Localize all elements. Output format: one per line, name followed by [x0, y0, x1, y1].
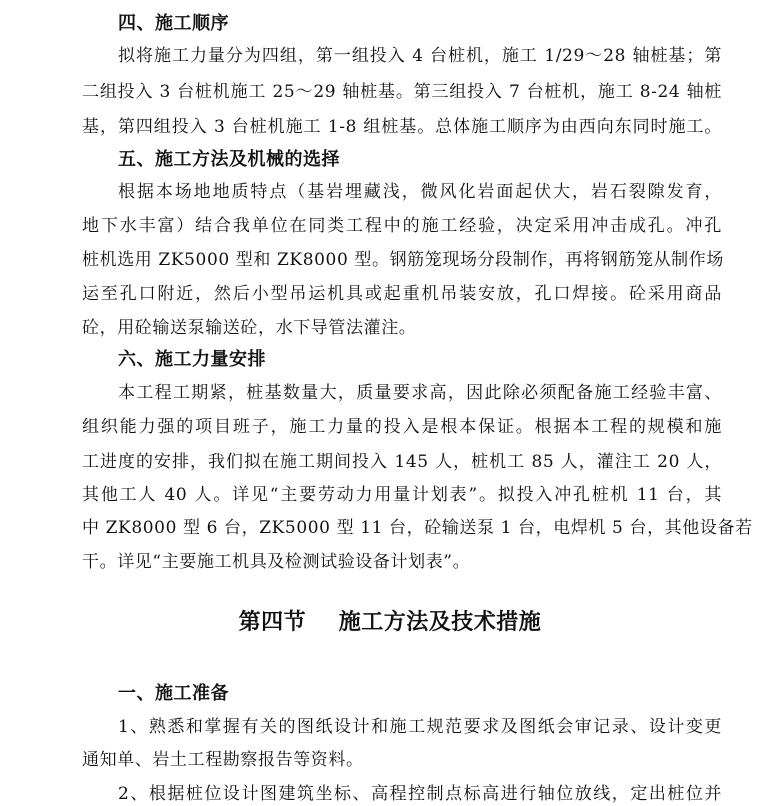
section-heading-workforce: 六、施工力量安排 [118, 349, 266, 370]
paragraph-line: 地下水丰富）结合我单位在同类工程中的施工经验，决定采用冲击成孔。冲孔 [82, 216, 722, 236]
paragraph-line: 中 ZK8000 型 6 台，ZK5000 型 11 台，砼输送泵 1 台，电焊机 5 台，其他设备若 [82, 518, 753, 538]
paragraph-line: 组织能力强的项目班子，施工力量的投入是根本保证。根据本工程的规模和施 [82, 417, 722, 437]
paragraph-line: 砼，用砼输送泵输送砼，水下导管法灌注。 [82, 318, 417, 338]
chapter-title: 第四节 施工方法及技术措施 [238, 610, 542, 635]
paragraph-line: 2、根据桩位设计图建筑坐标、高程控制点标高进行轴位放线，定出桩位并 [118, 784, 722, 804]
paragraph-line: 工进度的安排，我们拟在施工期间投入 145 人，桩机工 85 人，灌注工 20 人， [82, 452, 722, 472]
paragraph-line: 二组投入 3 台桩机施工 25～29 轴桩基。第三组投入 7 台桩机，施工 8-24 轴桩 [82, 82, 722, 102]
paragraph-line: 其他工人 40 人。详见“主要劳动力用量计划表”。拟投入冲孔桩机 11 台，其 [82, 485, 722, 505]
paragraph-line: 通知单、岩土工程勘察报告等资料。 [82, 750, 364, 770]
paragraph-line: 基，第四组投入 3 台桩机施工 1-8 组桩基。总体施工顺序为由西向东同时施工。 [82, 117, 722, 137]
paragraph-line: 根据本场地地质特点（基岩埋藏浅，微风化岩面起伏大，岩石裂隙发育， [118, 182, 722, 202]
paragraph-line: 运至孔口附近，然后小型吊运机具或起重机吊装安放，孔口焊接。砼采用商品 [82, 284, 722, 304]
paragraph-line: 1、熟悉和掌握有关的图纸设计和施工规范要求及图纸会审记录、设计变更 [118, 717, 722, 737]
section-heading-method: 五、施工方法及机械的选择 [118, 149, 340, 170]
paragraph-line: 桩机选用 ZK5000 型和 ZK8000 型。钢筋笼现场分段制作，再将钢筋笼从制作场 [82, 250, 724, 270]
section-heading-preparation: 一、施工准备 [118, 683, 229, 704]
paragraph-line: 本工程工期紧，桩基数量大，质量要求高，因此除必须配备施工经验丰富、 [118, 383, 722, 403]
paragraph-line: 干。详见“主要施工机具及检测试验设备计划表”。 [82, 552, 471, 572]
paragraph-line: 拟将施工力量分为四组，第一组投入 4 台桩机，施工 1/29～28 轴桩基；第 [118, 46, 722, 66]
section-heading-sequence: 四、施工顺序 [118, 13, 229, 34]
